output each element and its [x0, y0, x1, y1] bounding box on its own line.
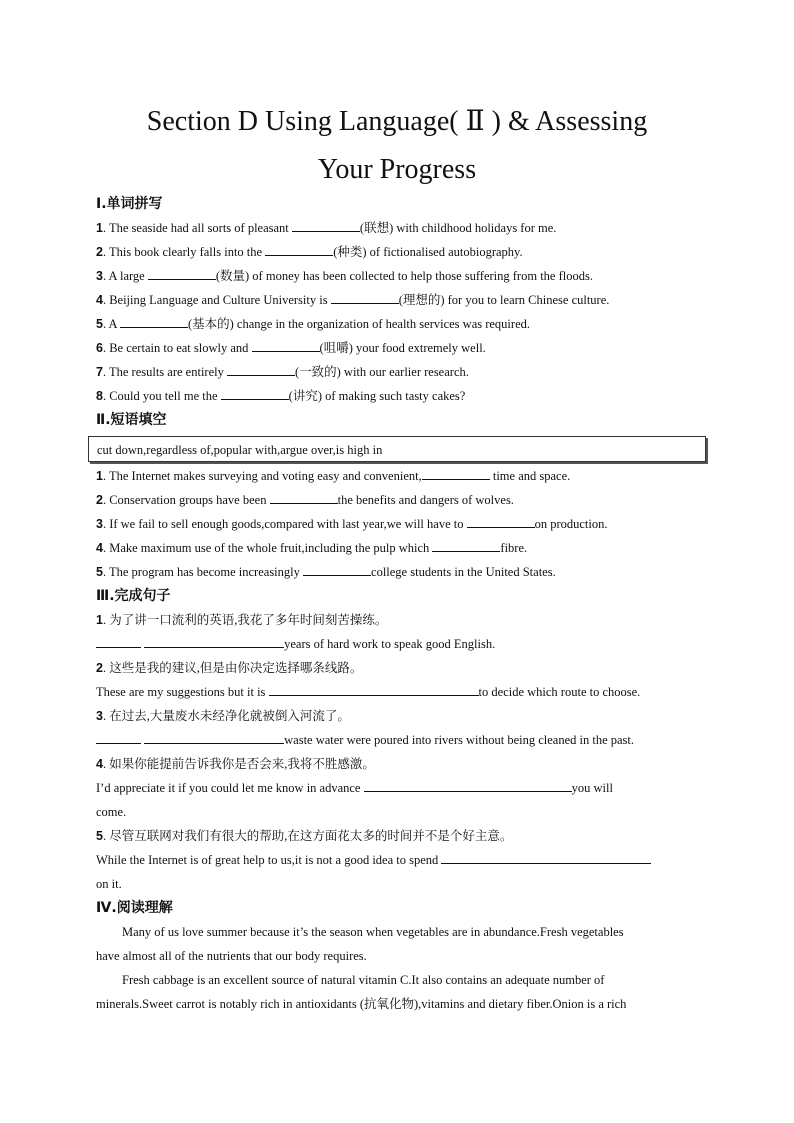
section-4-heading: Ⅳ.阅读理解	[96, 900, 173, 916]
item-number: 3	[96, 517, 103, 531]
item-text-before: . If we fail to sell enough goods,compared with last year,we will have to	[102, 517, 467, 531]
phrase-item-3	[96, 512, 706, 536]
item-text-after: time and space.	[489, 469, 571, 483]
item-number: 5	[96, 565, 103, 579]
item-text-after: (数量) of money has been collected to help those suffering from the floods.	[215, 269, 593, 283]
item-number: 1	[96, 221, 103, 235]
item-text-before: . Conservation groups have been	[102, 493, 270, 507]
answer-blank[interactable]	[441, 849, 651, 864]
answer-blank[interactable]	[221, 385, 289, 400]
item-text-before: . The program has become increasingly	[102, 565, 304, 579]
item-text-before: I’d appreciate it if you could let me know in advance	[96, 781, 364, 795]
sentence-item-4-english	[96, 776, 706, 800]
item-number: 4	[96, 293, 103, 307]
sentence-item-4-chinese	[96, 752, 706, 776]
phrase-item-2	[96, 488, 706, 512]
item-number: 4	[96, 757, 103, 771]
answer-blank[interactable]	[144, 729, 284, 744]
item-text-after: years of hard work to speak good English.	[284, 637, 496, 651]
item-text-before: . A	[102, 317, 120, 331]
answer-blank[interactable]	[148, 265, 216, 280]
answer-blank[interactable]	[467, 513, 535, 528]
item-text-after: (联想) with childhood holidays for me.	[359, 221, 557, 235]
sentence-item-2-english	[96, 680, 706, 704]
sentence-item-1-chinese	[96, 608, 706, 632]
chinese-prompt: . 尽管互联网对我们有很大的帮助,在这方面花太多的时间并不是个好主意。	[102, 829, 513, 843]
chinese-prompt: . 为了讲一口流利的英语,我花了多年时间刻苦操练。	[102, 613, 388, 627]
word-item-8	[96, 384, 706, 408]
answer-blank[interactable]	[227, 361, 295, 376]
item-text-after: (理想的) for you to learn Chinese culture.	[398, 293, 610, 307]
sentence-item-4-english-cont: come.	[96, 805, 127, 819]
reading-paragraph-2-line-1: Fresh cabbage is an excellent source of natural vitamin C.It also contains an adequate number of	[122, 973, 605, 987]
phrase-bank-box: cut down,regardless of,popular with,argue over,is high in	[88, 436, 706, 462]
item-text-after: waste water were poured into rivers without being cleaned in the past.	[284, 733, 635, 747]
sentence-item-5-english	[96, 848, 706, 872]
item-number: 2	[96, 493, 103, 507]
sentence-item-5-chinese	[96, 824, 706, 848]
answer-blank[interactable]	[292, 217, 360, 232]
item-text-before: . The Internet makes surveying and voting easy and convenient,	[102, 469, 422, 483]
sentence-item-1-english	[96, 632, 706, 656]
answer-blank[interactable]	[120, 313, 188, 328]
answer-blank[interactable]	[364, 777, 572, 792]
item-number: 4	[96, 541, 103, 555]
item-text-before: . The results are entirely	[102, 365, 227, 379]
sentence-item-3-chinese	[96, 704, 706, 728]
word-item-4	[96, 288, 706, 312]
sentence-item-3-english	[96, 728, 706, 752]
item-number: 2	[96, 661, 103, 675]
page-title-line-1: Section D Using Language( Ⅱ ) & Assessing	[146, 106, 648, 137]
section-1-heading: Ⅰ.单词拼写	[96, 196, 163, 212]
word-item-7	[96, 360, 706, 384]
item-number: 5	[96, 317, 103, 331]
item-text-before: . Be certain to eat slowly and	[102, 341, 252, 355]
word-item-6	[96, 336, 706, 360]
answer-blank[interactable]	[96, 729, 141, 744]
answer-blank[interactable]	[144, 633, 284, 648]
answer-blank[interactable]	[265, 241, 333, 256]
item-text-before: . This book clearly falls into the	[102, 245, 266, 259]
item-number: 6	[96, 341, 103, 355]
phrase-item-5	[96, 560, 706, 584]
item-number: 1	[96, 469, 103, 483]
sentence-item-2-chinese	[96, 656, 706, 680]
item-text-before: These are my suggestions but it is	[96, 685, 269, 699]
item-text-before: . The seaside had all sorts of pleasant	[102, 221, 292, 235]
item-text-before: . Make maximum use of the whole fruit,including the pulp which	[102, 541, 433, 555]
item-text-after: to decide which route to choose.	[478, 685, 641, 699]
item-text-after: fibre.	[500, 541, 528, 555]
reading-paragraph-1-line-1: Many of us love summer because it’s the season when vegetables are in abundance.Fresh vegetables	[122, 925, 624, 939]
answer-blank[interactable]	[269, 681, 479, 696]
item-number: 3	[96, 709, 103, 723]
chinese-prompt: . 这些是我的建议,但是由你决定选择哪条线路。	[102, 661, 363, 675]
answer-blank[interactable]	[422, 465, 490, 480]
chinese-prompt: . 如果你能提前告诉我你是否会来,我将不胜感激。	[102, 757, 375, 771]
item-text-after: (种类) of fictionalised autobiography.	[333, 245, 523, 259]
reading-paragraph-1-line-2: have almost all of the nutrients that our body requires.	[96, 949, 367, 963]
item-text-before: While the Internet is of great help to us,it is not a good idea to spend	[96, 853, 442, 867]
word-item-2	[96, 240, 706, 264]
item-number: 7	[96, 365, 103, 379]
section-2-heading: Ⅱ.短语填空	[96, 412, 167, 428]
word-item-3	[96, 264, 706, 288]
answer-blank[interactable]	[331, 289, 399, 304]
item-text-after: you will	[571, 781, 613, 795]
item-text-after: (咀嚼) your food extremely well.	[319, 341, 486, 355]
answer-blank[interactable]	[96, 633, 141, 648]
phrase-item-4	[96, 536, 706, 560]
item-number: 5	[96, 829, 103, 843]
item-text-after: (讲究) of making such tasty cakes?	[288, 389, 466, 403]
page-title-line-2: Your Progress	[317, 154, 477, 185]
item-text-before: . A large	[102, 269, 148, 283]
item-number: 1	[96, 613, 103, 627]
word-item-5	[96, 312, 706, 336]
sentence-item-5-english-cont: on it.	[96, 877, 122, 891]
item-number: 8	[96, 389, 103, 403]
answer-blank[interactable]	[303, 561, 371, 576]
item-text-after: (一致的) with our earlier research.	[294, 365, 469, 379]
answer-blank[interactable]	[252, 337, 320, 352]
item-number: 3	[96, 269, 103, 283]
reading-paragraph-2-line-2: minerals.Sweet carrot is notably rich in antioxidants (抗氧化物),vitamins and dietary fiber.Onion is a rich	[96, 997, 627, 1011]
item-text-after: (基本的) change in the organization of health services was required.	[187, 317, 530, 331]
item-text-after: college students in the United States.	[371, 565, 556, 579]
item-text-before: . Could you tell me the	[102, 389, 221, 403]
item-text-before: . Beijing Language and Culture University is	[102, 293, 331, 307]
item-number: 2	[96, 245, 103, 259]
section-3-heading: Ⅲ.完成句子	[96, 588, 171, 604]
chinese-prompt: . 在过去,大量废水未经净化就被倒入河流了。	[102, 709, 350, 723]
word-item-1	[96, 216, 706, 240]
item-text-after: the benefits and dangers of wolves.	[337, 493, 514, 507]
item-text-after: on production.	[534, 517, 608, 531]
answer-blank[interactable]	[270, 489, 338, 504]
phrase-item-1	[96, 464, 706, 488]
answer-blank[interactable]	[432, 537, 500, 552]
